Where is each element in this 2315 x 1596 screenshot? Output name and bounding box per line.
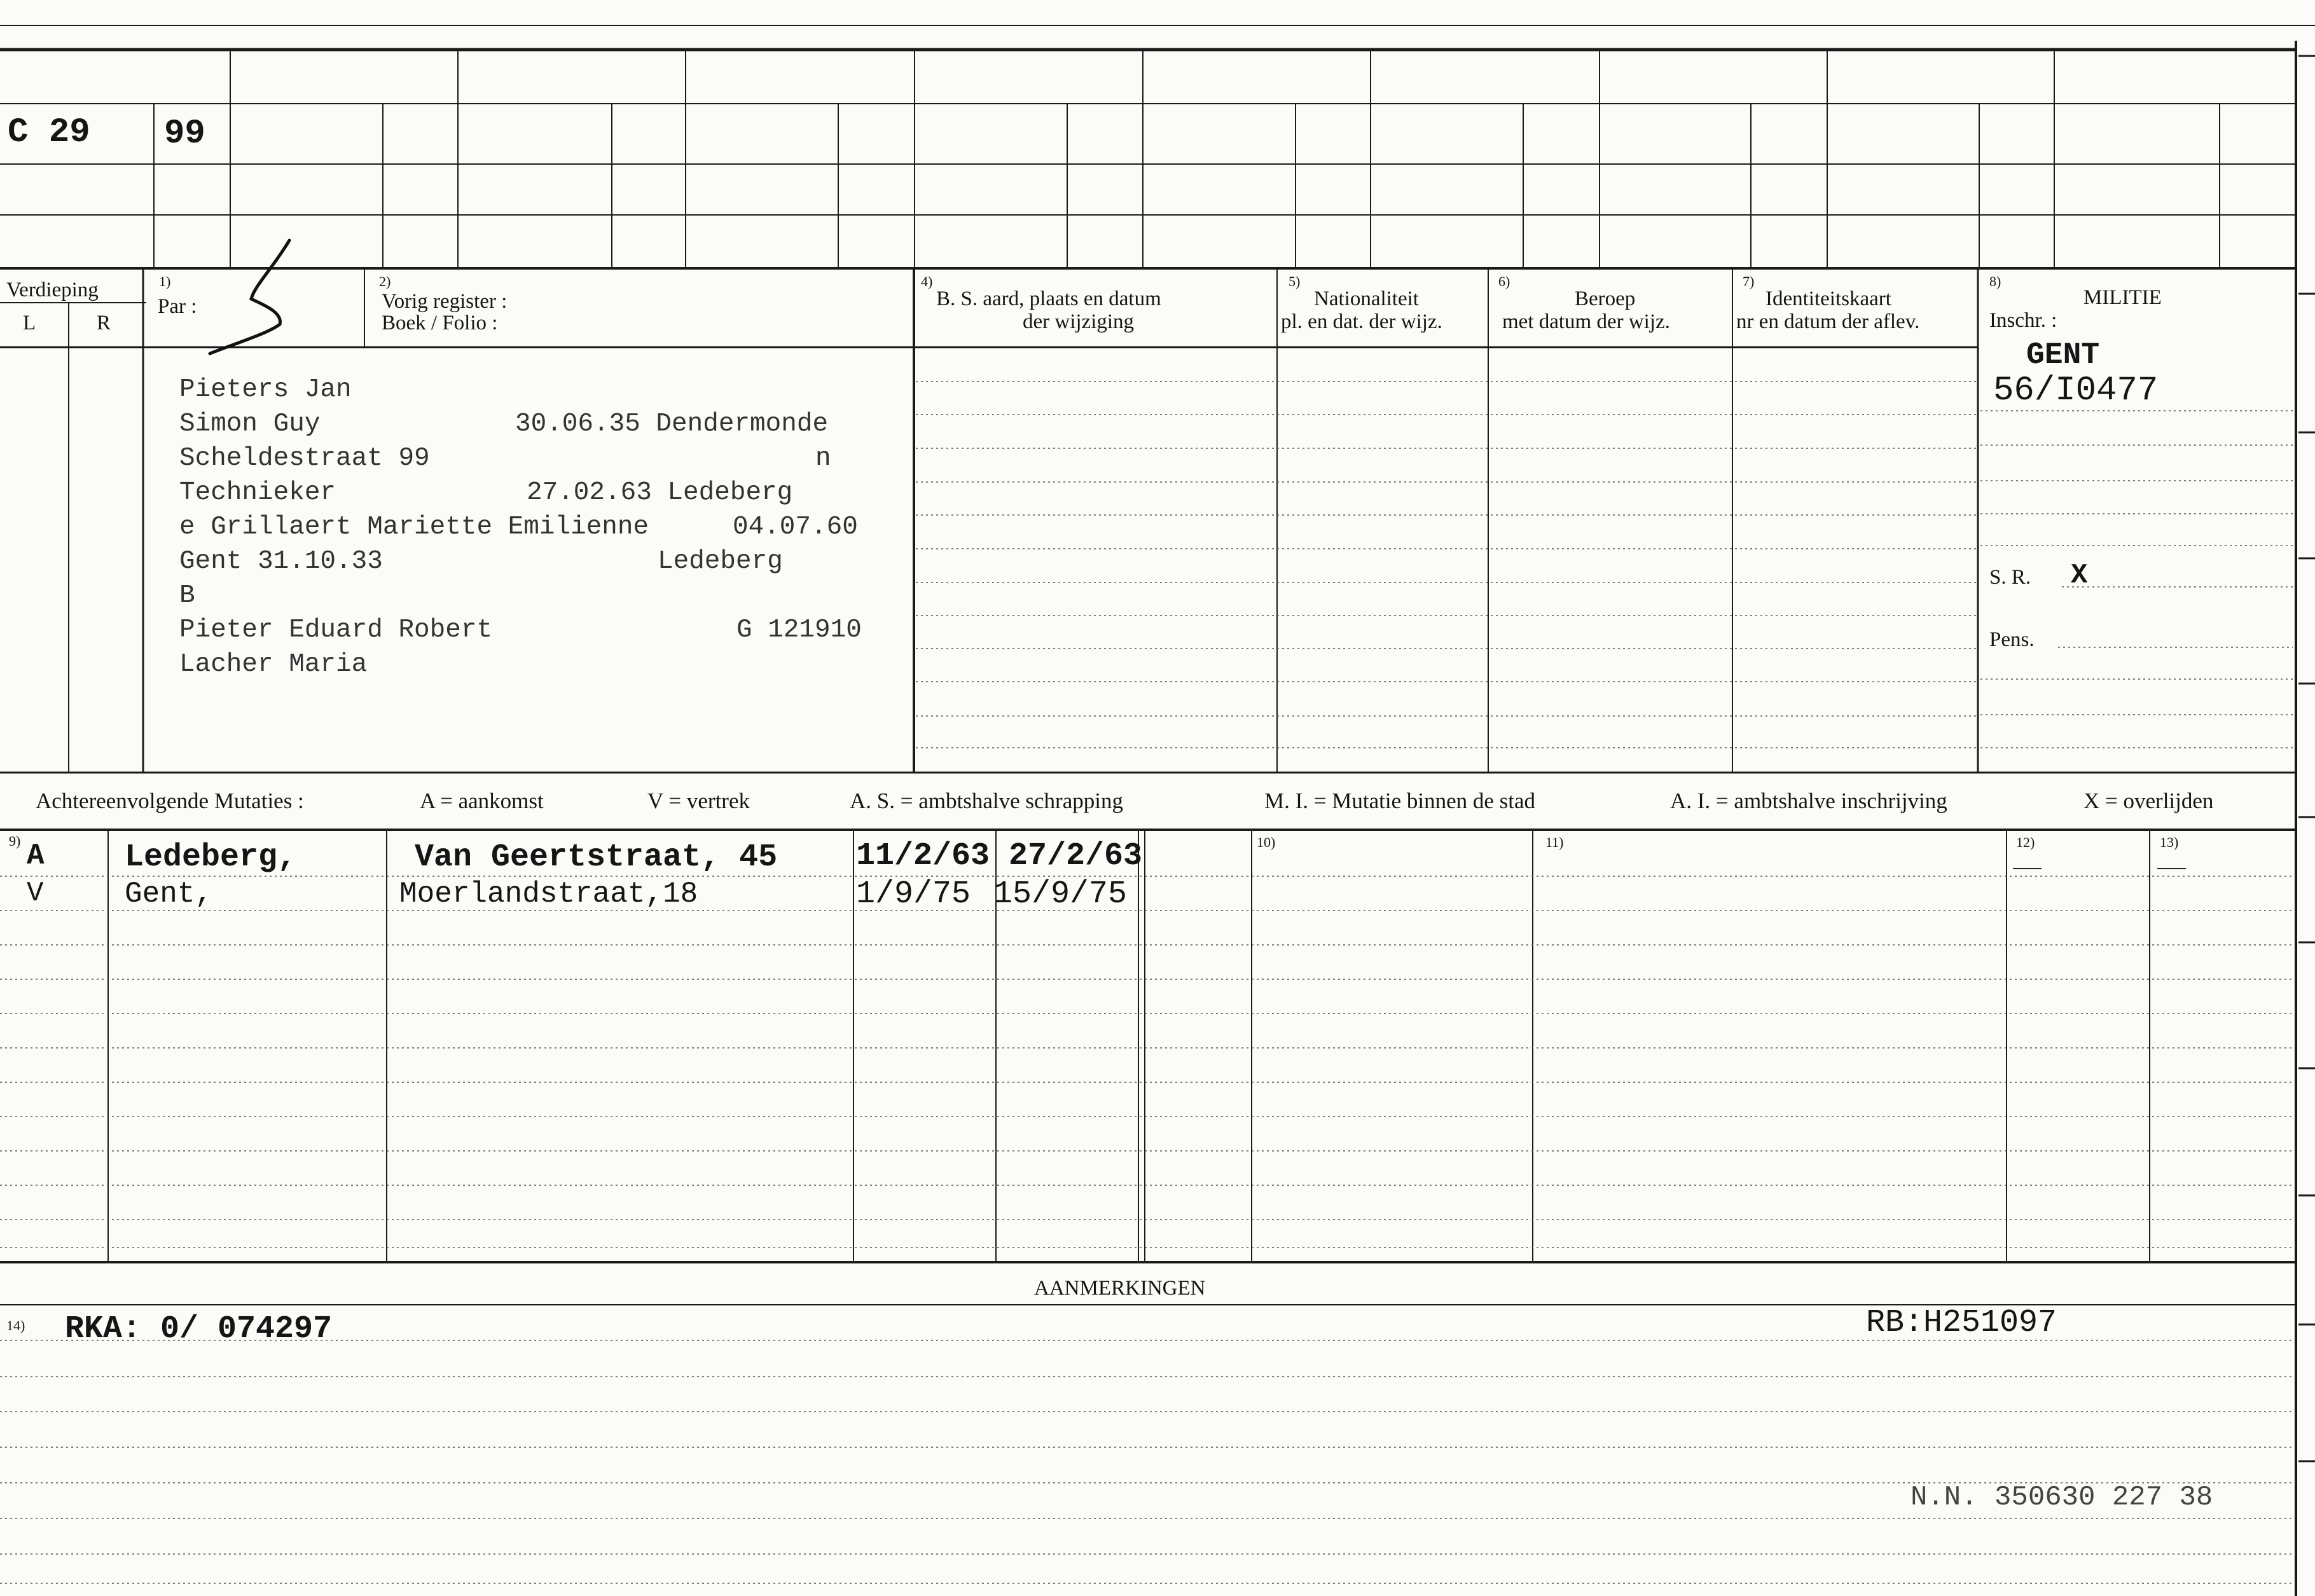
h5-number: 5) [1289, 273, 1301, 289]
verdieping-label: Verdieping [6, 279, 99, 301]
person-profession: Technieker [179, 478, 336, 507]
col-r-label: R [97, 312, 111, 334]
bs-header-line1: B. S. aard, plaats en datum [936, 287, 1161, 310]
marriage-place: Ledeberg [658, 547, 783, 576]
mutations-header-12: 12) [2016, 834, 2035, 850]
sr-label: S. R. [1989, 566, 2031, 589]
h2-number: 2) [379, 273, 391, 289]
mutation-street: Van Geertstraat, 45 [415, 839, 778, 876]
h6-number: 6) [1498, 273, 1510, 289]
remarks-rka: RKA: 0/ 074297 [65, 1311, 333, 1347]
legend-as: A. S. = ambtshalve schrapping [850, 788, 1123, 813]
mutation-type: V [27, 877, 44, 909]
nationaliteit-header-line2: pl. en dat. der wijz. [1281, 310, 1442, 333]
mutation-date-2: 15/9/75 [993, 876, 1128, 912]
beroep-header-line1: Beroep [1575, 287, 1636, 310]
h4-number: 4) [921, 273, 933, 289]
person-spouse: e Grillaert Mariette Emilienne [179, 513, 649, 542]
identiteitskaart-header-line1: Identiteitskaart [1766, 287, 1891, 310]
legend-mi: M. I. = Mutatie binnen de stad [1264, 788, 1536, 813]
mutation-date-1: 1/9/75 [856, 876, 971, 912]
militie-number: 56/I0477 [1993, 371, 2159, 410]
person-address: Scheldestraat 99 [179, 444, 430, 473]
identiteitskaart-header-line2: nr en datum der aflev. [1736, 310, 1920, 333]
person-birth: 30.06.35 Dendermonde [515, 409, 829, 439]
mutation-place: Gent, [125, 877, 213, 911]
boek-folio-label: Boek / Folio : [382, 312, 498, 334]
legend-ai: A. I. = ambtshalve inschrijving [1670, 788, 1947, 813]
person-address-ditto: n [815, 444, 831, 473]
card-code: C 29 [8, 113, 90, 152]
mutations-header-9: 9) [9, 833, 21, 849]
person-name: Pieters Jan [179, 375, 352, 404]
legend-a: A = aankomst [420, 788, 544, 813]
mutation-date-2: 27/2/63 [1009, 838, 1143, 874]
mutation-type: A [27, 839, 45, 872]
remarks-title: AANMERKINGEN [1034, 1277, 1206, 1300]
remarks-nn: N.N. 350630 227 38 [1911, 1482, 2213, 1513]
house-number: 99 [164, 114, 205, 153]
person-nationality: B [179, 581, 195, 610]
inschr-label: Inschr. : [1989, 309, 2057, 332]
mutations-header-11: 11) [1545, 834, 1564, 850]
col-l-label: L [23, 312, 36, 334]
h8-number: 8) [1989, 273, 2001, 289]
remarks-number: 14) [6, 1317, 25, 1333]
sr-value: X [2071, 560, 2088, 591]
mutation-street: Moerlandstraat,18 [399, 877, 698, 911]
vorig-register-label: Vorig register : [382, 290, 508, 313]
person-firstnames: Simon Guy [179, 409, 321, 439]
mutations-header-10: 10) [1257, 834, 1276, 850]
militie-header: MILITIE [2084, 286, 2162, 309]
person-id-number: G 121910 [736, 616, 862, 645]
par-label: Par : [158, 295, 197, 318]
mutation-date-1: 11/2/63 [856, 838, 990, 874]
spouse-birth: Gent 31.10.33 [179, 547, 383, 576]
legend-v: V = vertrek [647, 788, 750, 813]
person-mother: Lacher Maria [179, 650, 368, 679]
mutations-header-13: 13) [2160, 834, 2179, 850]
pens-label: Pens. [1989, 628, 2035, 651]
legend-title: Achtereenvolgende Mutaties : [36, 788, 304, 813]
person-arrival: 27.02.63 Ledeberg [527, 478, 793, 507]
nationaliteit-header-line1: Nationaliteit [1314, 287, 1419, 310]
h1-number: 1) [159, 273, 171, 289]
legend-x: X = overlijden [2084, 788, 2214, 813]
h7-number: 7) [1743, 273, 1755, 289]
bs-header-line2: der wijziging [1023, 310, 1135, 333]
militie-place: GENT [2026, 338, 2100, 373]
mutation-place: Ledeberg, [125, 839, 297, 876]
person-marriage-date: 04.07.60 [733, 513, 858, 542]
remarks-rb: RB:H251097 [1866, 1305, 2057, 1341]
beroep-header-line2: met datum der wijz. [1502, 310, 1670, 333]
person-father: Pieter Eduard Robert [179, 616, 493, 645]
